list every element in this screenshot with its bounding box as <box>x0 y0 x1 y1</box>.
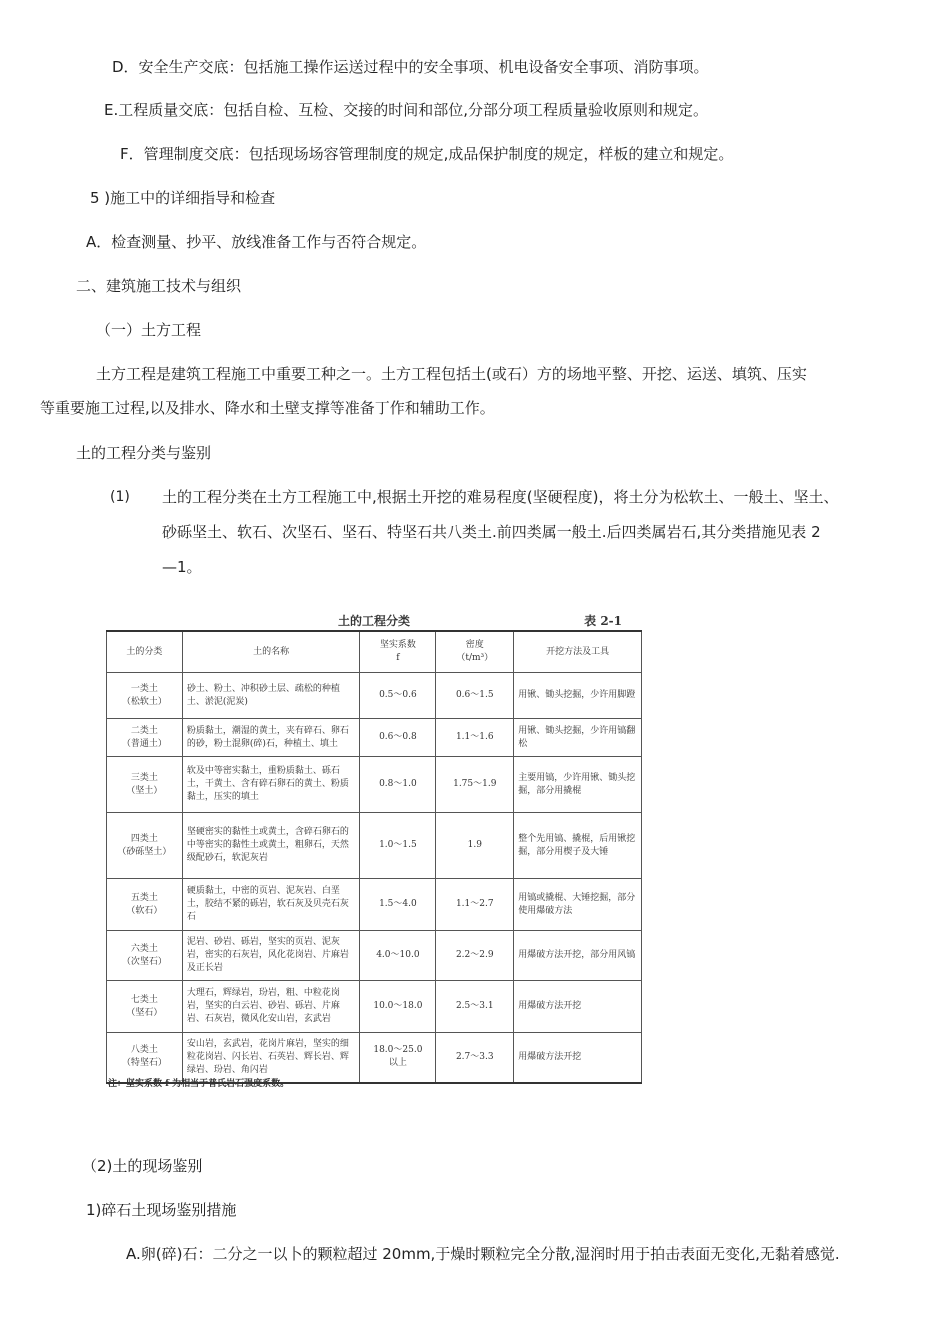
check-a-line: A．检查测量、抄平、放线准备工作与否符合规定。 <box>86 233 427 251</box>
item-1-line-1: 土的工程分类在土方工程施工中,根据土开挖的难易程度(坚硬程度)，将土分为松软土、一般土、坚土、 <box>162 488 839 506</box>
cell-density: 1.1～2.7 <box>436 879 514 931</box>
earthwork-heading: （一）土方工程 <box>96 321 202 339</box>
cell-coefficient: 1.0～1.5 <box>360 813 436 879</box>
cell-density: 1.1～1.6 <box>436 719 514 757</box>
handover-d-line: D．安全生产交底：包括施工操作运送过程中的安全事项、机电设备安全事项、消防事项。 <box>112 58 709 76</box>
table-note: 注：坚实系数 f 为相当于普氏岩石强度系数。 <box>108 1079 290 1089</box>
header-class: 土的分类 <box>107 631 183 673</box>
cell-coefficient: 4.0～10.0 <box>360 931 436 981</box>
cell-name: 泥岩、砂岩、砾岩，坚实的页岩、泥灰岩，密实的石灰岩，风化花岗岩、片麻岩及正长岩 <box>182 931 360 981</box>
cell-method: 用镐或撬棍、大锤挖掘，部分使用爆破方法 <box>514 879 642 931</box>
cell-method: 用锹、锄头挖掘，少许用脚蹬 <box>514 673 642 719</box>
table-row <box>107 1033 642 1083</box>
cell-class: 三类土 （坚土） <box>107 757 183 813</box>
cell-class: 一类土 （松软土） <box>107 673 183 719</box>
cell-name: 软及中等密实黏土，重粉质黏土、砾石土，干黄土、含有碎石卵石的黄土、粉质黏土，压实的填土 <box>182 757 360 813</box>
chapter-2-heading: 二、建筑施工技术与组织 <box>76 277 242 295</box>
item-1-line-3: —1。 <box>162 558 202 576</box>
cell-method: 整个先用镐、撬棍，后用锹挖掘，部分用楔子及大锤 <box>514 813 642 879</box>
section-5-heading: 5 )施工中的详细指导和检查 <box>90 189 276 207</box>
cell-method: 用爆破方法开挖 <box>514 1033 642 1083</box>
cell-coefficient: 1.5～4.0 <box>360 879 436 931</box>
cell-coefficient: 0.8～1.0 <box>360 757 436 813</box>
intro-line-1: 土方工程是建筑工程施工中重要工种之一。土方工程包括土(或石）方的场地平整、开挖、运送、填筑、压实 <box>96 365 807 383</box>
cell-class: 五类土 （软石） <box>107 879 183 931</box>
cell-coefficient: 10.0～18.0 <box>360 981 436 1033</box>
cell-name: 砂土、粉土、冲积砂土层、疏松的种植土、淤泥(泥炭) <box>182 673 360 719</box>
header-method: 开挖方法及工具 <box>514 631 642 673</box>
cell-method: 用爆破方法开挖，部分用风镐 <box>514 931 642 981</box>
table-row <box>107 757 642 813</box>
cell-class: 四类土 （砂砾坚土） <box>107 813 183 879</box>
header-name: 土的名称 <box>182 631 360 673</box>
soil-classification-table-figure <box>106 606 644 1096</box>
cell-method: 用锹、锄头挖掘，少许用镐翻松 <box>514 719 642 757</box>
cell-class: 六类土 （次坚石） <box>107 931 183 981</box>
cell-density: 1.9 <box>436 813 514 879</box>
cell-density: 2.7～3.3 <box>436 1033 514 1083</box>
cell-name: 粉质黏土，潮湿的黄土，夹有碎石、卵石的砂，粉土混卵(碎)石，种植土、填土 <box>182 719 360 757</box>
soil-classification-table <box>106 630 642 1084</box>
cell-class: 二类土 （普通土） <box>107 719 183 757</box>
intro-line-2: 等重要施工过程,以及排水、降水和土壁支撑等准备丁作和辅助工作。 <box>40 399 495 417</box>
header-density: 密度 （t/m³） <box>436 631 514 673</box>
header-coefficient: 坚实系数 f <box>360 631 436 673</box>
classification-heading: 土的工程分类与鉴别 <box>76 444 212 462</box>
table-row <box>107 981 642 1033</box>
table-row <box>107 931 642 981</box>
table-title: 土的工程分类 <box>338 614 411 628</box>
table-row <box>107 879 642 931</box>
cell-coefficient: 0.5～0.6 <box>360 673 436 719</box>
handover-f-line: F．管理制度交底：包括现场场容管理制度的规定,成品保护制度的规定，样板的建立和规定。 <box>120 145 734 163</box>
cell-coefficient: 18.0～25.0 以上 <box>360 1033 436 1083</box>
item-1-number: (1) <box>110 489 130 505</box>
cell-density: 1.75～1.9 <box>436 757 514 813</box>
item-2-a-line: A.卵(碎)石：二分之一以卜的颗粒超过 20mm,于燥时颗粒完全分散,湿润时用于拍击表面无变化,无黏着感觉. <box>126 1245 840 1263</box>
item-2-1-heading: 1)碎石土现场鉴别措施 <box>86 1201 237 1219</box>
item-1-line-2: 砂砾坚土、软石、次坚石、坚石、特坚石共八类土.前四类属一般土.后四类属岩石,其分类措施见表 2 <box>162 523 821 541</box>
cell-density: 2.2～2.9 <box>436 931 514 981</box>
table-number: 表 2-1 <box>584 614 622 628</box>
cell-class: 七类土 （坚石） <box>107 981 183 1033</box>
cell-name: 坚硬密实的黏性土或黄土，含碎石卵石的中等密实的黏性土或黄土，粗卵石，天然级配砂石，软泥灰岩 <box>182 813 360 879</box>
cell-name: 硬质黏土，中密的页岩、泥灰岩、白垩土，胶结不紧的砾岩，软石灰及贝壳石灰石 <box>182 879 360 931</box>
cell-coefficient: 0.6～0.8 <box>360 719 436 757</box>
table-row <box>107 673 642 719</box>
cell-method: 主要用镐，少许用锹、锄头挖掘，部分用撬棍 <box>514 757 642 813</box>
cell-name: 安山岩，玄武岩，花岗片麻岩，坚实的细粒花岗岩、闪长岩、石英岩、辉长岩、辉绿岩、玢岩、角闪岩 <box>182 1033 360 1083</box>
cell-density: 0.6～1.5 <box>436 673 514 719</box>
cell-density: 2.5～3.1 <box>436 981 514 1033</box>
table-header-row <box>107 631 642 673</box>
handover-e-line: E.工程质量交底：包括自检、互检、交接的时间和部位,分部分项工程质量验收原则和规定。 <box>104 101 709 119</box>
table-row <box>107 813 642 879</box>
item-2-heading: （2)土的现场鉴别 <box>82 1157 203 1175</box>
cell-class: 八类土 （特坚石） <box>107 1033 183 1083</box>
cell-method: 用爆破方法开挖 <box>514 981 642 1033</box>
table-row <box>107 719 642 757</box>
cell-name: 大理石，辉绿岩，玢岩，粗、中粒花岗岩，坚实的白云岩、砂岩、砾岩、片麻岩、石灰岩，微风化安山岩，玄武岩 <box>182 981 360 1033</box>
